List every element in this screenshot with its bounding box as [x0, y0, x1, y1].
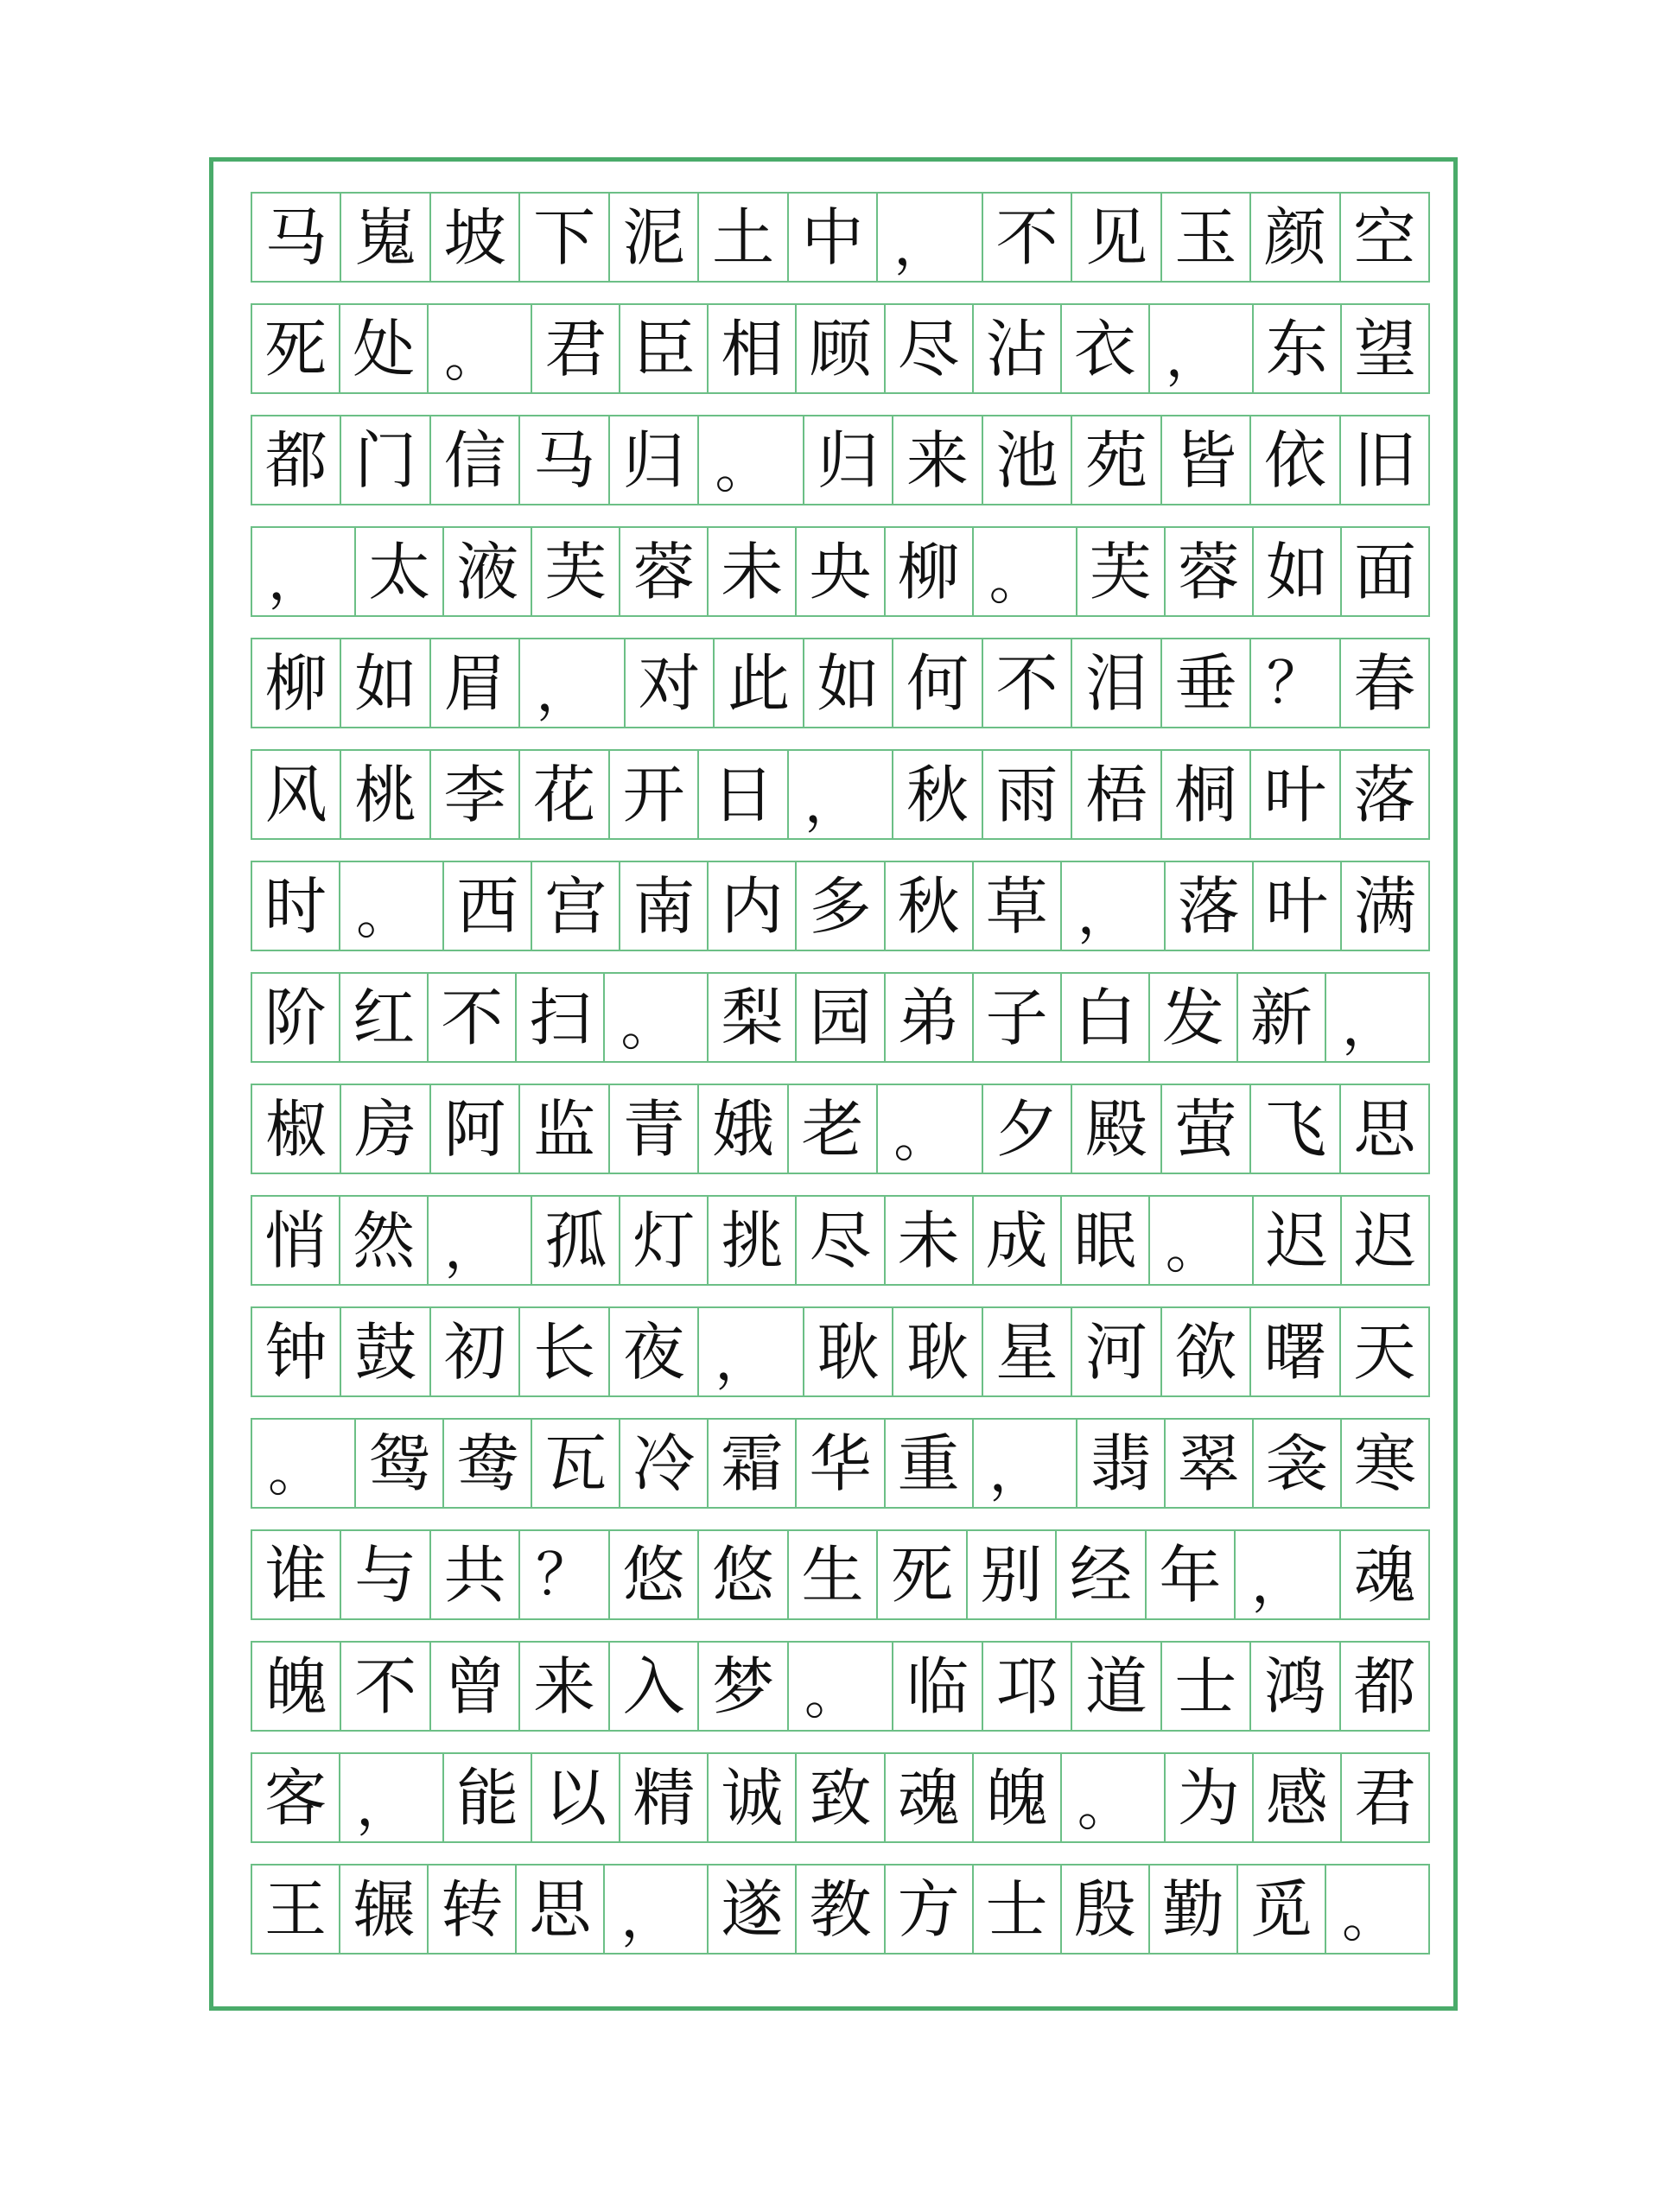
grid-cell: 椒 [252, 1085, 341, 1173]
grid-cell: 液 [444, 528, 532, 615]
grid-cell: ， [429, 1197, 532, 1284]
grid-cell: 开 [610, 751, 699, 838]
grid-cell: 弟 [886, 974, 974, 1061]
grid-cell: 长 [520, 1308, 609, 1395]
grid-cell: ， [789, 751, 893, 838]
grid-cell: 王 [252, 1866, 340, 1953]
grid-cell: 内 [709, 862, 797, 950]
grid-cell: 不 [983, 639, 1072, 727]
grid-cell: 迟 [1353, 1204, 1416, 1277]
grid-cell: 花 [520, 751, 609, 838]
grid-cell: 皆 [1162, 416, 1251, 504]
grid-cell: 。 [1150, 1197, 1254, 1284]
grid-cell: 死 [878, 1531, 967, 1618]
grid-cell: 为 [1166, 1754, 1254, 1841]
grid-cell: 阶 [252, 974, 340, 1061]
grid-cell: ？ [1251, 639, 1340, 727]
grid-cell: 顾 [797, 305, 885, 392]
grid-cell: 沾 [974, 305, 1062, 392]
grid-cell: 见 [1072, 194, 1161, 281]
grid-cell: 悠 [699, 1531, 788, 1618]
grid-cell: 不 [429, 974, 517, 1061]
grid-cell: 魂 [886, 1754, 974, 1841]
grid-cell: 柳 [252, 639, 341, 727]
grid-cell: 日 [699, 751, 788, 838]
grid-cell: ， [974, 1420, 1077, 1507]
grid-cell: 。 [1341, 1886, 1397, 1950]
grid-cell: 坡 [431, 194, 520, 281]
grid-cell: 马 [520, 416, 609, 504]
grid-cell: 依 [1251, 416, 1340, 504]
grid-cell: 思 [1353, 1092, 1416, 1166]
grid-cell: 成 [974, 1197, 1062, 1284]
grid-cell: 青 [610, 1085, 699, 1173]
grid-cell: 白 [1062, 974, 1150, 1061]
grid-cell: 风 [252, 751, 341, 838]
grid-row [251, 638, 1430, 728]
grid-cell: 园 [797, 974, 885, 1061]
grid-cell: 玉 [1162, 194, 1251, 281]
grid-cell: 门 [341, 416, 430, 504]
grid-cell: 李 [431, 751, 520, 838]
grid-cell: 叶 [1251, 751, 1340, 838]
grid-cell: 中 [789, 194, 878, 281]
grid-cell: 思 [517, 1866, 605, 1953]
grid-cell: ， [1236, 1531, 1340, 1618]
grid-cell: 遂 [709, 1866, 797, 1953]
grid-cell: 。 [1062, 1754, 1166, 1841]
grid-cell: 面 [1353, 535, 1416, 608]
grid-cell: 何 [893, 639, 982, 727]
grid-cell: 。 [699, 416, 804, 504]
grid-cell: ， [699, 1308, 804, 1395]
grid-cell: 殿 [1072, 1085, 1161, 1173]
grid-cell: 霜 [709, 1420, 797, 1507]
grid-cell: 觅 [1238, 1866, 1326, 1953]
grid-cell: 共 [431, 1531, 520, 1618]
grid-cell: 旧 [1353, 423, 1416, 497]
grid-cell: 来 [893, 416, 982, 504]
grid-cell: 眉 [431, 639, 520, 727]
grid-row [251, 1864, 1430, 1955]
grid-cell: 钟 [252, 1308, 341, 1395]
grid-cell: 初 [431, 1308, 520, 1395]
grid-cell: 眠 [1062, 1197, 1150, 1284]
grid-cell: 客 [252, 1754, 340, 1841]
grid-cell: 魄 [252, 1643, 341, 1730]
grid-cell: 空 [1353, 200, 1416, 274]
grid-cell: 泥 [610, 194, 699, 281]
grid-cell: 老 [789, 1085, 878, 1173]
grid-cell: 天 [1353, 1315, 1416, 1389]
grid-cell: 衣 [1062, 305, 1150, 392]
grid-cell: 落 [1166, 862, 1254, 950]
grid-cell: 如 [1254, 528, 1342, 615]
grid-cell: 西 [444, 862, 532, 950]
grid-cell: 红 [340, 974, 429, 1061]
grid-cell: 尽 [797, 1197, 885, 1284]
grid-cell: 与 [341, 1531, 430, 1618]
grid-cell: 相 [709, 305, 797, 392]
grid-cell: ， [605, 1866, 709, 1953]
grid-cell: 道 [1072, 1643, 1161, 1730]
grid-row [251, 1084, 1430, 1174]
grid-cell: 阿 [431, 1085, 520, 1173]
grid-cell: 翠 [1166, 1420, 1254, 1507]
grid-cell: 处 [340, 305, 429, 392]
grid-cell: 然 [340, 1197, 429, 1284]
grid-cell: 感 [1254, 1754, 1342, 1841]
grid-cell: 寒 [1353, 1427, 1416, 1500]
grid-cell: 春 [1353, 646, 1416, 720]
grid-cell: 生 [789, 1531, 878, 1618]
grid-cell: 。 [789, 1643, 893, 1730]
grid-cell: 臣 [620, 305, 709, 392]
grid-cell: 发 [1150, 974, 1238, 1061]
grid-cell: 央 [797, 528, 885, 615]
grid-cell: ， [1062, 862, 1166, 950]
grid-cell: 教 [797, 1866, 885, 1953]
grid-cell: 。 [974, 528, 1077, 615]
grid-cell: 君 [1353, 1761, 1416, 1834]
grid-cell: 诚 [709, 1754, 797, 1841]
grid-row [251, 749, 1430, 840]
grid-cell: 能 [444, 1754, 532, 1841]
grid-cell: 梦 [699, 1643, 788, 1730]
grid-cell: 如 [341, 639, 430, 727]
grid-cell: 精 [620, 1754, 709, 1841]
grid-cell: 嵬 [341, 194, 430, 281]
grid-cell: 鸿 [1251, 1643, 1340, 1730]
grid-cell: 鼓 [341, 1308, 430, 1395]
grid-cell: 来 [520, 1643, 609, 1730]
grid-cell: 以 [532, 1754, 620, 1841]
grid-row [251, 1529, 1430, 1620]
grid-cell: 多 [797, 862, 885, 950]
grid-cell: 萤 [1162, 1085, 1251, 1173]
grid-cell: 星 [983, 1308, 1072, 1395]
grid-cell: 不 [983, 194, 1072, 281]
grid-cell: 转 [429, 1866, 517, 1953]
grid-cell: 颜 [1251, 194, 1340, 281]
grid-cell: 垂 [1162, 639, 1251, 727]
grid-cell: 望 [1353, 312, 1416, 385]
grid-row [251, 1418, 1430, 1509]
grid-cell: 迟 [1254, 1197, 1342, 1284]
grid-cell: ， [252, 528, 356, 615]
grid-cell: 夜 [610, 1308, 699, 1395]
grid-cell: 蓉 [620, 528, 709, 615]
grid-cell: 。 [252, 1420, 356, 1507]
grid-cell: 。 [429, 305, 532, 392]
grid-row [251, 526, 1430, 617]
grid-cell: 柳 [886, 528, 974, 615]
grid-cell: 飞 [1251, 1085, 1340, 1173]
grid-cell: 归 [610, 416, 699, 504]
grid-row [251, 1195, 1430, 1286]
grid-cell: 蓉 [1166, 528, 1254, 615]
grid-cell: ？ [520, 1531, 609, 1618]
grid-cell: 叶 [1254, 862, 1342, 950]
grid-cell: 。 [605, 974, 709, 1061]
grid-cell: 。 [340, 862, 444, 950]
grid-cell: 君 [532, 305, 620, 392]
grid-cell: 河 [1072, 1308, 1161, 1395]
grid-cell: 雨 [983, 751, 1072, 838]
grid-cell: ， [878, 194, 982, 281]
grid-cell: 魂 [1353, 1538, 1416, 1611]
character-grid [251, 192, 1430, 1975]
grid-cell: 马 [252, 194, 341, 281]
grid-cell: 灯 [620, 1197, 709, 1284]
grid-cell: 孤 [532, 1197, 620, 1284]
grid-cell: 临 [893, 1643, 982, 1730]
grid-cell: 耿 [804, 1308, 893, 1395]
grid-cell: 桃 [341, 751, 430, 838]
grid-cell: 子 [974, 974, 1062, 1061]
grid-cell: 鸳 [356, 1420, 444, 1507]
grid-row [251, 415, 1430, 505]
grid-cell: 邛 [983, 1643, 1072, 1730]
grid-cell: 方 [886, 1866, 974, 1953]
grid-cell: 士 [1162, 1643, 1251, 1730]
grid-cell: 梧 [1072, 751, 1161, 838]
grid-cell: 秋 [886, 862, 974, 950]
grid-cell: 翡 [1077, 1420, 1166, 1507]
grid-cell: ， [520, 639, 625, 727]
grid-cell: 东 [1254, 305, 1342, 392]
grid-cell: 曙 [1251, 1308, 1340, 1395]
grid-cell: 耿 [893, 1308, 982, 1395]
grid-cell: 都 [1353, 1649, 1416, 1723]
grid-cell: 别 [968, 1531, 1057, 1618]
grid-cell: 入 [610, 1643, 699, 1730]
grid-cell: 未 [886, 1197, 974, 1284]
grid-cell: 娥 [699, 1085, 788, 1173]
grid-cell: 芙 [532, 528, 620, 615]
grid-cell: 苑 [1072, 416, 1161, 504]
grid-cell: 都 [252, 416, 341, 504]
grid-cell: 落 [1353, 758, 1416, 831]
grid-cell: 房 [341, 1085, 430, 1173]
grid-cell: 芙 [1077, 528, 1166, 615]
grid-cell: 致 [797, 1754, 885, 1841]
grid-row [251, 303, 1430, 394]
grid-cell: 信 [431, 416, 520, 504]
grid-cell: 桐 [1162, 751, 1251, 838]
grid-cell: 欲 [1162, 1308, 1251, 1395]
grid-cell: 衾 [1254, 1420, 1342, 1507]
grid-cell: 监 [520, 1085, 609, 1173]
grid-cell: 时 [252, 862, 340, 950]
grid-cell: 秋 [893, 751, 982, 838]
grid-cell: 瓦 [532, 1420, 620, 1507]
grid-cell: 悠 [610, 1531, 699, 1618]
grid-cell: 太 [356, 528, 444, 615]
grid-cell: 新 [1238, 974, 1326, 1061]
grid-row [251, 192, 1430, 283]
grid-row [251, 972, 1430, 1063]
grid-cell: ， [340, 1754, 444, 1841]
grid-cell: 重 [886, 1420, 974, 1507]
grid-cell: 夕 [983, 1085, 1072, 1173]
grid-cell: 土 [699, 194, 788, 281]
grid-cell: 对 [626, 639, 715, 727]
grid-cell: 尽 [886, 305, 974, 392]
grid-cell: 魄 [974, 1754, 1062, 1841]
grid-row [251, 1641, 1430, 1732]
grid-cell: 南 [620, 862, 709, 950]
grid-cell: 谁 [252, 1531, 341, 1618]
grid-row [251, 861, 1430, 951]
grid-cell: 辗 [340, 1866, 429, 1953]
grid-cell: 冷 [620, 1420, 709, 1507]
grid-cell: 殷 [1062, 1866, 1150, 1953]
grid-cell: ， [1341, 995, 1397, 1058]
grid-cell: 如 [804, 639, 893, 727]
grid-cell: 曾 [431, 1643, 520, 1730]
grid-cell: 。 [878, 1085, 982, 1173]
grid-cell: 挑 [709, 1197, 797, 1284]
grid-cell: 死 [252, 305, 340, 392]
grid-cell: 下 [520, 194, 609, 281]
grid-cell: 此 [715, 639, 804, 727]
grid-cell: 草 [974, 862, 1062, 950]
grid-cell: 梨 [709, 974, 797, 1061]
grid-row [251, 1752, 1430, 1843]
grid-cell: 士 [974, 1866, 1062, 1953]
grid-cell: 悄 [252, 1197, 340, 1284]
grid-cell: 鸯 [444, 1420, 532, 1507]
grid-cell: 池 [983, 416, 1072, 504]
grid-cell: 扫 [517, 974, 605, 1061]
grid-row [251, 1306, 1430, 1397]
grid-cell: 勤 [1150, 1866, 1238, 1953]
grid-cell: 华 [797, 1420, 885, 1507]
grid-cell: 经 [1057, 1531, 1146, 1618]
grid-cell: ， [1150, 305, 1254, 392]
grid-cell: 年 [1147, 1531, 1236, 1618]
grid-cell: 不 [341, 1643, 430, 1730]
grid-cell: 宫 [532, 862, 620, 950]
grid-cell: 泪 [1072, 639, 1161, 727]
grid-cell: 满 [1353, 869, 1416, 943]
grid-cell: 未 [709, 528, 797, 615]
grid-cell: 归 [804, 416, 893, 504]
